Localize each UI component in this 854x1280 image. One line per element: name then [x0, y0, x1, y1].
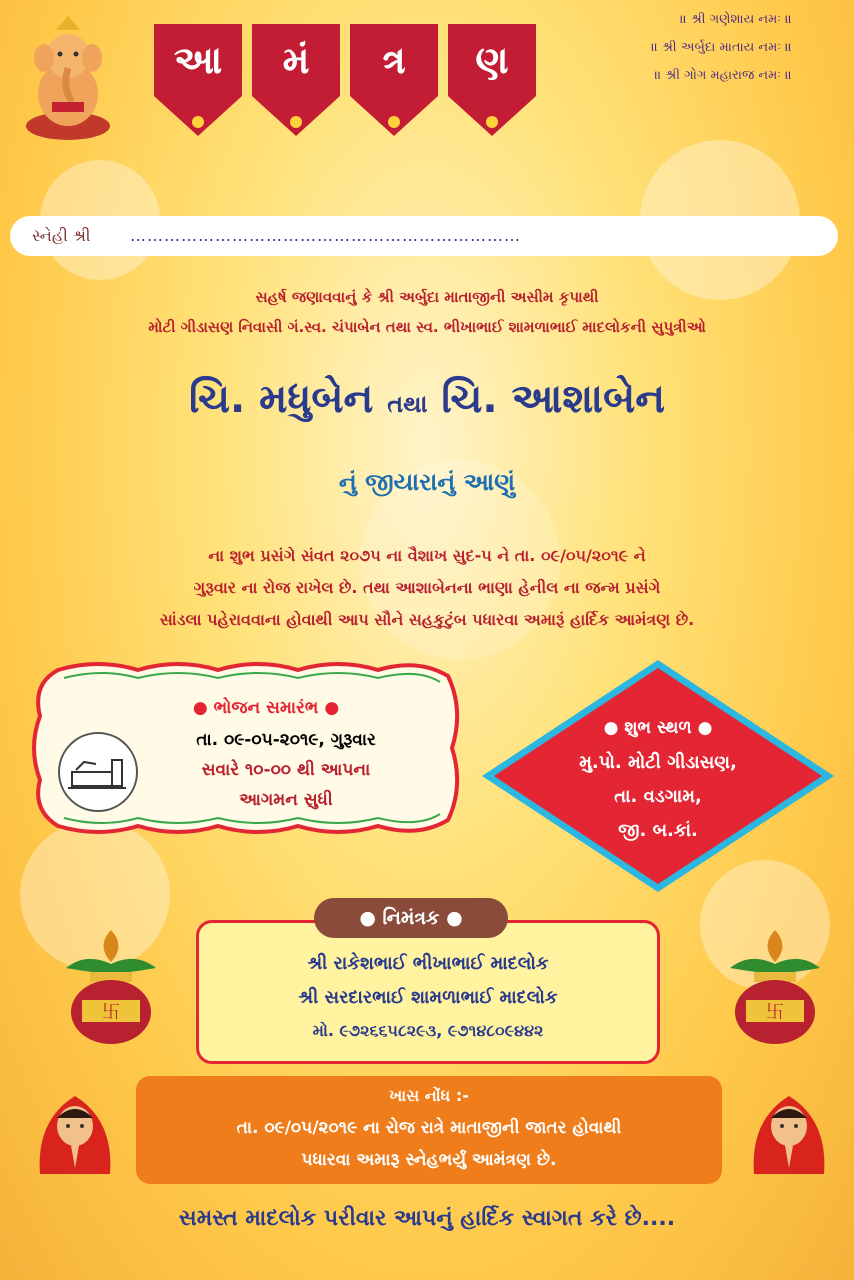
venue-heading: ● શુભ સ્થળ ●: [603, 718, 713, 738]
namaste-woman-icon: [36, 1090, 114, 1174]
note-line-1: તા. ૦૯/૦૫/૨૦૧૯ ના રોજ રાત્રે માતાજીની જાતર હોવાથી: [236, 1118, 622, 1138]
meal-box: [28, 660, 464, 836]
svg-text:卐: 卐: [766, 1002, 784, 1023]
names-conjunction: તથા: [387, 390, 428, 418]
details-line-1: ના શુભ પ્રસંગે સંવત ૨૦૭૫ ના વૈશાખ સુદ-૫ ને તા. ૦૯/૦૫/૨૦૧૯ ને: [208, 546, 646, 565]
venue-diamond: [478, 656, 838, 896]
meal-heading: ● ભોજન સમારંભ ●: [192, 698, 340, 718]
title-letter: મં: [282, 38, 310, 82]
title-letter: ત્ર: [382, 38, 406, 82]
name-1: ચિ. મધુબેન: [188, 376, 374, 422]
tag-dot: [290, 116, 302, 128]
kalash-icon: [56, 928, 166, 1048]
venue-line-1: મુ.પો. મોટી ગીડાસણ,: [579, 752, 737, 773]
meal-until: આગમન સુધી: [239, 790, 333, 810]
special-note: [136, 1076, 722, 1184]
note-heading: ખાસ નોંધ :-: [389, 1086, 469, 1105]
title-letter: આ: [173, 38, 223, 82]
title-tag-2: [252, 24, 340, 140]
mantra-line: ॥ શ્રી અર્બુદા માતાય નમઃ ॥: [651, 40, 792, 55]
recipient-dots: ……………………………………………………………: [130, 226, 521, 245]
cooking-icon: [58, 732, 138, 812]
footer-welcome: સમસ્ત માદલોક પરીવાર આપનું હાર્દિક સ્વાગત કરે છે....: [178, 1206, 676, 1231]
note-line-2: પધારવા અમારૂ સ્નેહભર્યું આમંત્રણ છે.: [301, 1150, 557, 1170]
intro-line-1: સહર્ષ જણાવવાનું કે શ્રી અર્બુદા માતાજીની અસીમ કૃપાથી: [255, 288, 599, 306]
tag-dot: [486, 116, 498, 128]
tag-dot: [192, 116, 204, 128]
host-2: શ્રી સરદારભાઈ શામળાભાઈ માદલોક: [298, 987, 558, 1008]
mantra-line: ॥ શ્રી ગણેશાય નમઃ ॥: [680, 12, 792, 27]
title-letter: ણ: [475, 38, 509, 82]
recipient-label: સ્નેહી શ્રી: [32, 226, 91, 245]
details-line-3: સાંડલા પહેરાવવાના હોવાથી આપ સૌને સહકુટુંબ પધારવા અમારૂં હાર્દિક આમંત્રણ છે.: [159, 610, 695, 629]
hosts-box: [196, 920, 660, 1064]
ganesha-icon: [22, 16, 114, 144]
mantra-line: ॥ શ્રી ગોગ મહારાજ નમઃ ॥: [654, 68, 792, 83]
kalash-icon: [720, 928, 830, 1048]
intro-line-2: મોટી ગીડાસણ નિવાસી ગં.સ્વ. ચંપાબેન તથા સ્વ. ભીખાભાઈ શામળાભાઈ માદલોકની સુપુત્રીઓ: [148, 318, 706, 336]
recipient-bar: [10, 216, 838, 256]
venue-box: [478, 656, 838, 896]
title-tag-4: [448, 24, 536, 140]
meal-date: તા. ૦૯-૦૫-૨૦૧૯, ગુરૂવાર: [196, 730, 376, 750]
meal-time: સવારે ૧૦-૦૦ થી આપના: [201, 760, 371, 780]
host-phones: મો. ૯૭૨૬૬૫૮૨૯૩, ૯૭૧૪૮૦૯૪૪૨: [312, 1021, 544, 1040]
details-line-2: ગુરૂવાર ના રોજ રાખેલ છે. તથા આશાબેનના ભાણા હેનીલ ના જન્મ પ્રસંગે: [193, 578, 661, 597]
name-2: ચિ. આશાબેન: [441, 376, 665, 422]
title-tag-1: [154, 24, 242, 140]
svg-text:卐: 卐: [102, 1002, 120, 1023]
title-tag-3: [350, 24, 438, 140]
venue-line-3: જી. બ.કાં.: [618, 820, 698, 841]
venue-line-2: તા. વડગામ,: [614, 786, 702, 807]
hosts-label: ● નિમંત્રક ●: [314, 898, 508, 938]
bride-names: [0, 376, 854, 422]
occasion-title: નું જીયારાનું આણું: [338, 468, 516, 496]
tag-dot: [388, 116, 400, 128]
namaste-woman-icon: [750, 1090, 828, 1174]
host-1: શ્રી રાકેશભાઈ ભીખાભાઈ માદલોક: [307, 953, 549, 974]
